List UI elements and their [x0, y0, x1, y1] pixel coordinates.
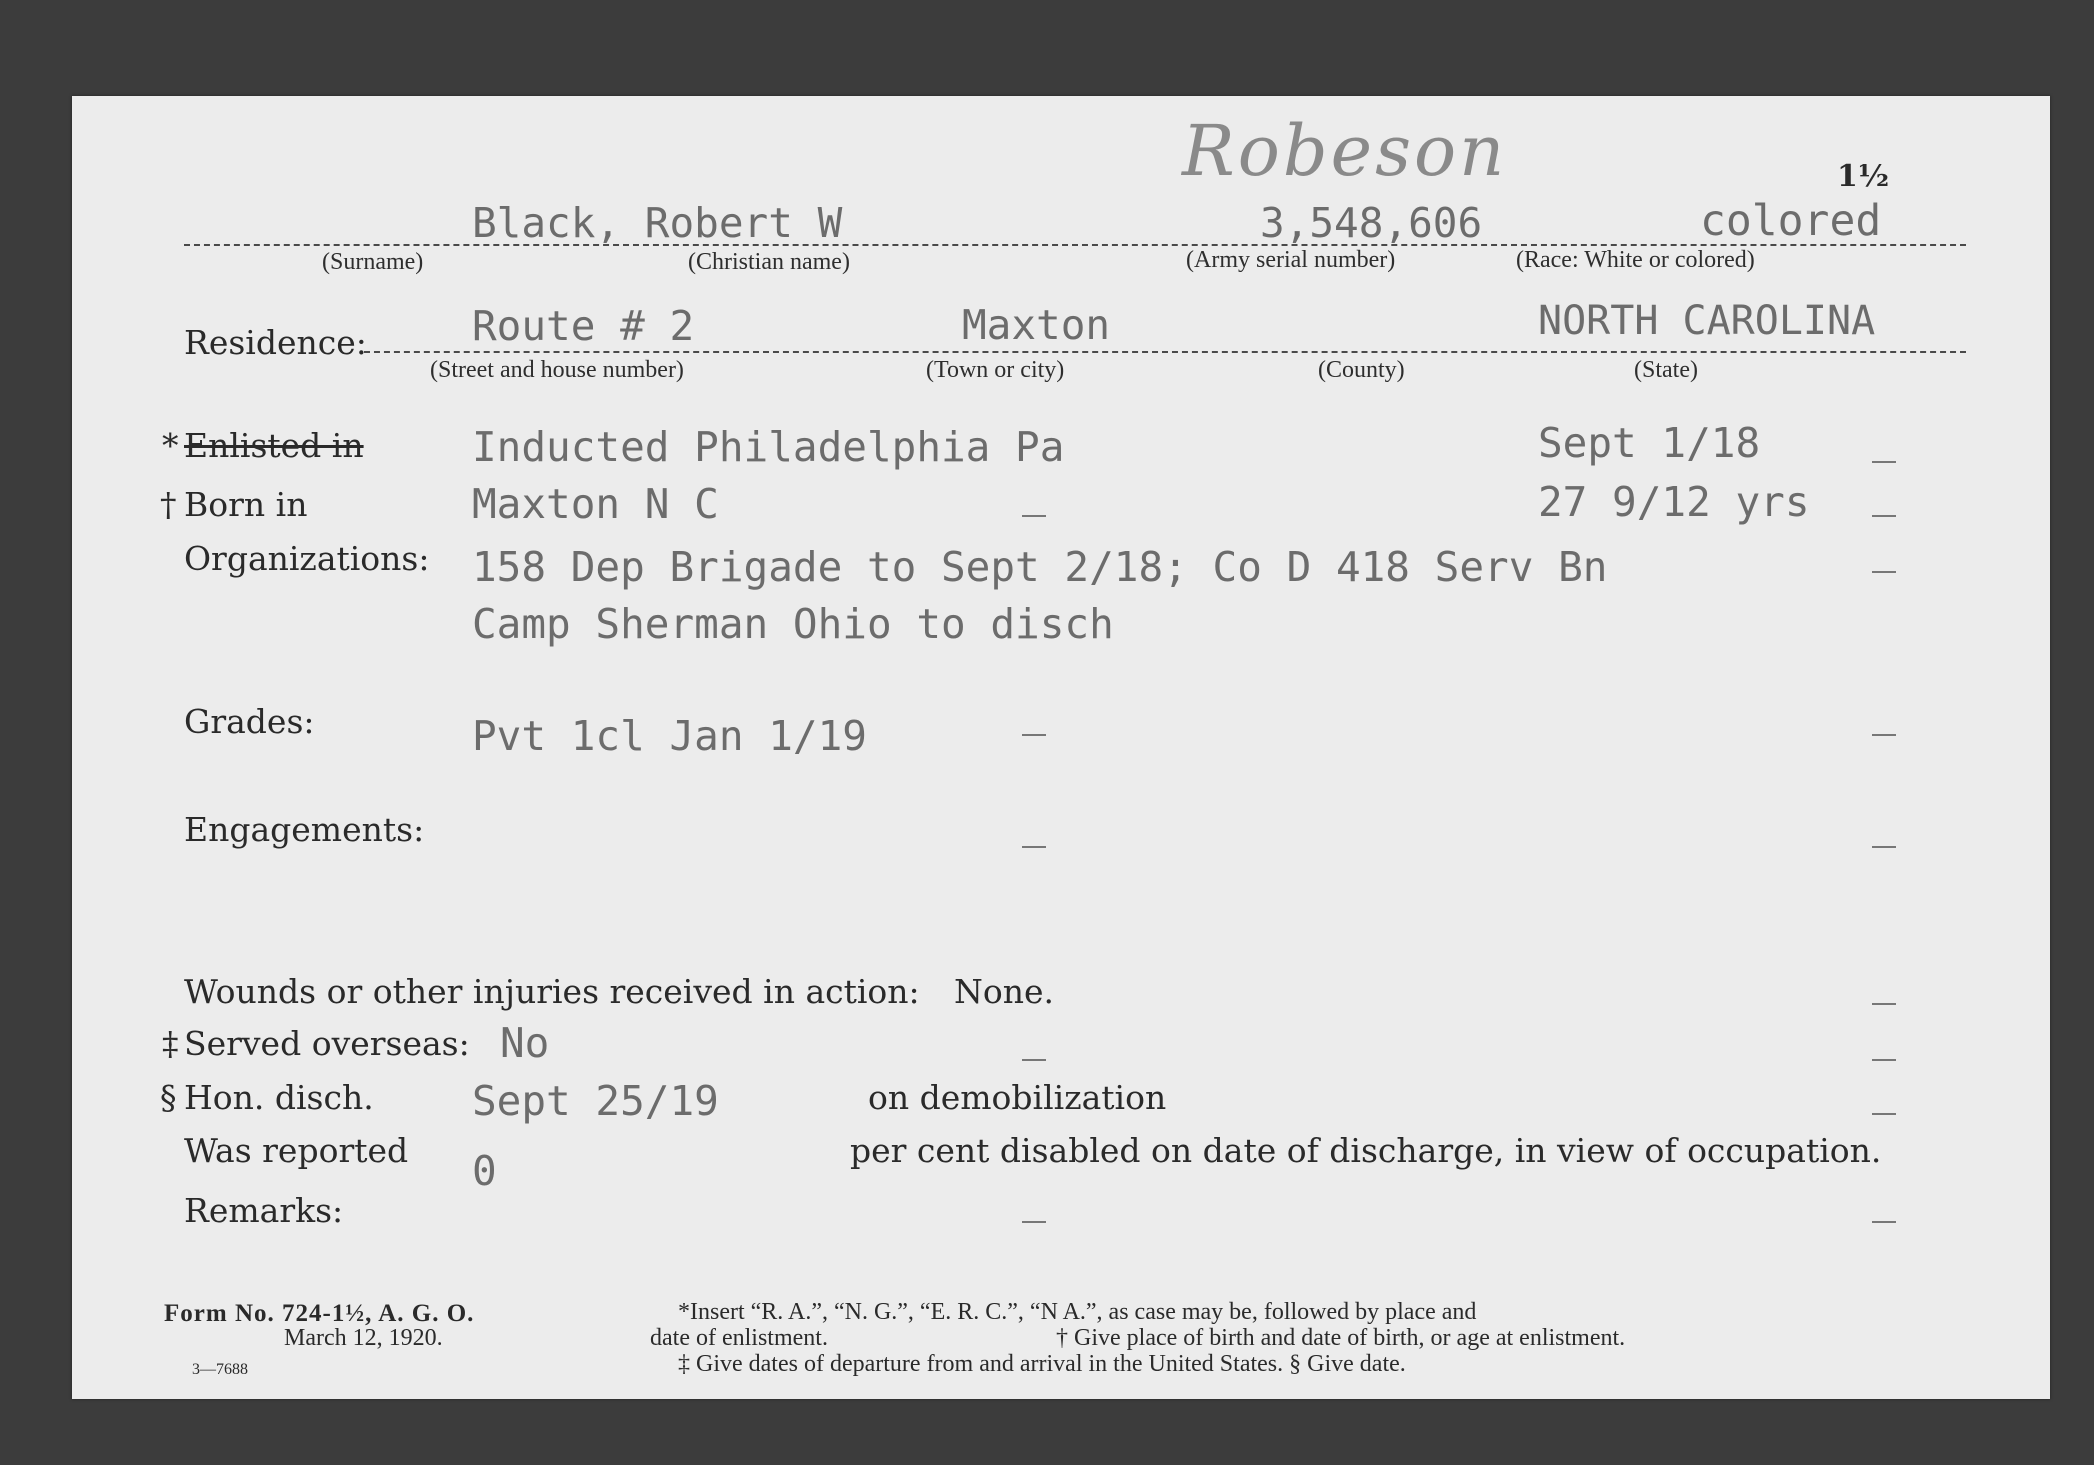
race-value: colored [1700, 196, 1882, 246]
card-fraction: 1½ [1837, 159, 1890, 194]
tick-mark [1872, 515, 1896, 517]
form-number: Form No. 724-1½, A. G. O. [164, 1300, 475, 1327]
state-label: (State) [1634, 357, 1698, 383]
residence-rule [364, 351, 1966, 353]
form-date: March 12, 1920. [284, 1325, 443, 1351]
organizations-label: Organizations: [184, 539, 430, 578]
serial-number-value: 3,548,606 [1260, 199, 1483, 247]
grades-value: Pvt 1cl Jan 1/19 [472, 712, 867, 760]
tick-mark [1022, 515, 1046, 517]
discharge-date: Sept 25/19 [472, 1077, 719, 1125]
footnote-line-3: ‡ Give dates of departure from and arrival in the United States. § Give date. [678, 1351, 1406, 1377]
header-rule [184, 244, 1966, 246]
discharge-reason: on demobilization [868, 1078, 1167, 1117]
disability-text: per cent disabled on date of discharge, in view of occupation. [850, 1131, 1882, 1170]
residence-town-value: Maxton [962, 301, 1111, 349]
disability-percent-value: 0 [472, 1147, 497, 1195]
overseas-marker: ‡ [162, 1024, 179, 1063]
born-value: Maxton N C [472, 480, 719, 528]
wounds-value: None. [954, 972, 1055, 1011]
grades-label: Grades: [184, 702, 315, 741]
wounds-label: Wounds or other injuries received in action: [184, 972, 920, 1011]
tick-mark [1872, 734, 1896, 736]
surname-label: (Surname) [322, 249, 424, 275]
tick-mark [1872, 1003, 1896, 1005]
surname-christian-value: Black, Robert W [472, 199, 843, 247]
enlisted-marker: * [162, 426, 179, 465]
tick-mark [1022, 734, 1046, 736]
discharge-label: Hon. disch. [184, 1078, 374, 1117]
residence-state-value: NORTH CAROLINA [1538, 298, 1876, 344]
overseas-value: No [500, 1019, 550, 1067]
footnote-line-2b: † Give place of birth and date of birth, or age at enlistment. [1056, 1325, 1626, 1351]
street-label: (Street and house number) [430, 357, 684, 383]
enlisted-value: Inducted Philadelphia Pa [472, 423, 1065, 471]
tick-mark [1872, 1221, 1896, 1223]
footnote-line-2a: date of enlistment. [650, 1325, 828, 1351]
tick-mark [1872, 1113, 1896, 1115]
reported-label: Was reported [184, 1131, 409, 1170]
handwritten-county-annotation: Robeson [1182, 110, 1508, 192]
born-marker: † [160, 485, 177, 524]
remarks-label: Remarks: [184, 1191, 344, 1230]
christian-name-label: (Christian name) [688, 249, 850, 275]
born-label: Born in [184, 485, 308, 524]
footnote-line-1: *Insert “R. A.”, “N. G.”, “E. R. C.”, “N A.”, as case may be, followed by place and [678, 1299, 1477, 1325]
county-label: (County) [1318, 357, 1405, 383]
engagements-label: Engagements: [184, 810, 425, 849]
tick-mark [1022, 1221, 1046, 1223]
residence-label: Residence: [184, 323, 367, 362]
tick-mark [1872, 461, 1896, 463]
print-number: 3—7688 [192, 1361, 248, 1378]
enlistment-date: Sept 1/18 [1538, 419, 1761, 467]
tick-mark [1872, 846, 1896, 848]
age-value: 27 9/12 yrs [1538, 478, 1810, 526]
residence-street-value: Route # 2 [472, 302, 695, 350]
tick-mark [1872, 571, 1896, 573]
tick-mark [1872, 1059, 1896, 1061]
discharge-marker: § [160, 1078, 177, 1117]
overseas-label: Served overseas: [184, 1024, 470, 1063]
tick-mark [1022, 846, 1046, 848]
enlisted-label: Enlisted in [184, 426, 364, 465]
organizations-line-1: 158 Dep Brigade to Sept 2/18; Co D 418 Serv Bn [472, 543, 1608, 591]
serial-number-label: (Army serial number) [1186, 247, 1396, 273]
town-label: (Town or city) [926, 357, 1065, 383]
organizations-line-2: Camp Sherman Ohio to disch [472, 600, 1114, 648]
service-record-card [72, 96, 2050, 1399]
tick-mark [1022, 1059, 1046, 1061]
race-label: (Race: White or colored) [1516, 247, 1755, 273]
